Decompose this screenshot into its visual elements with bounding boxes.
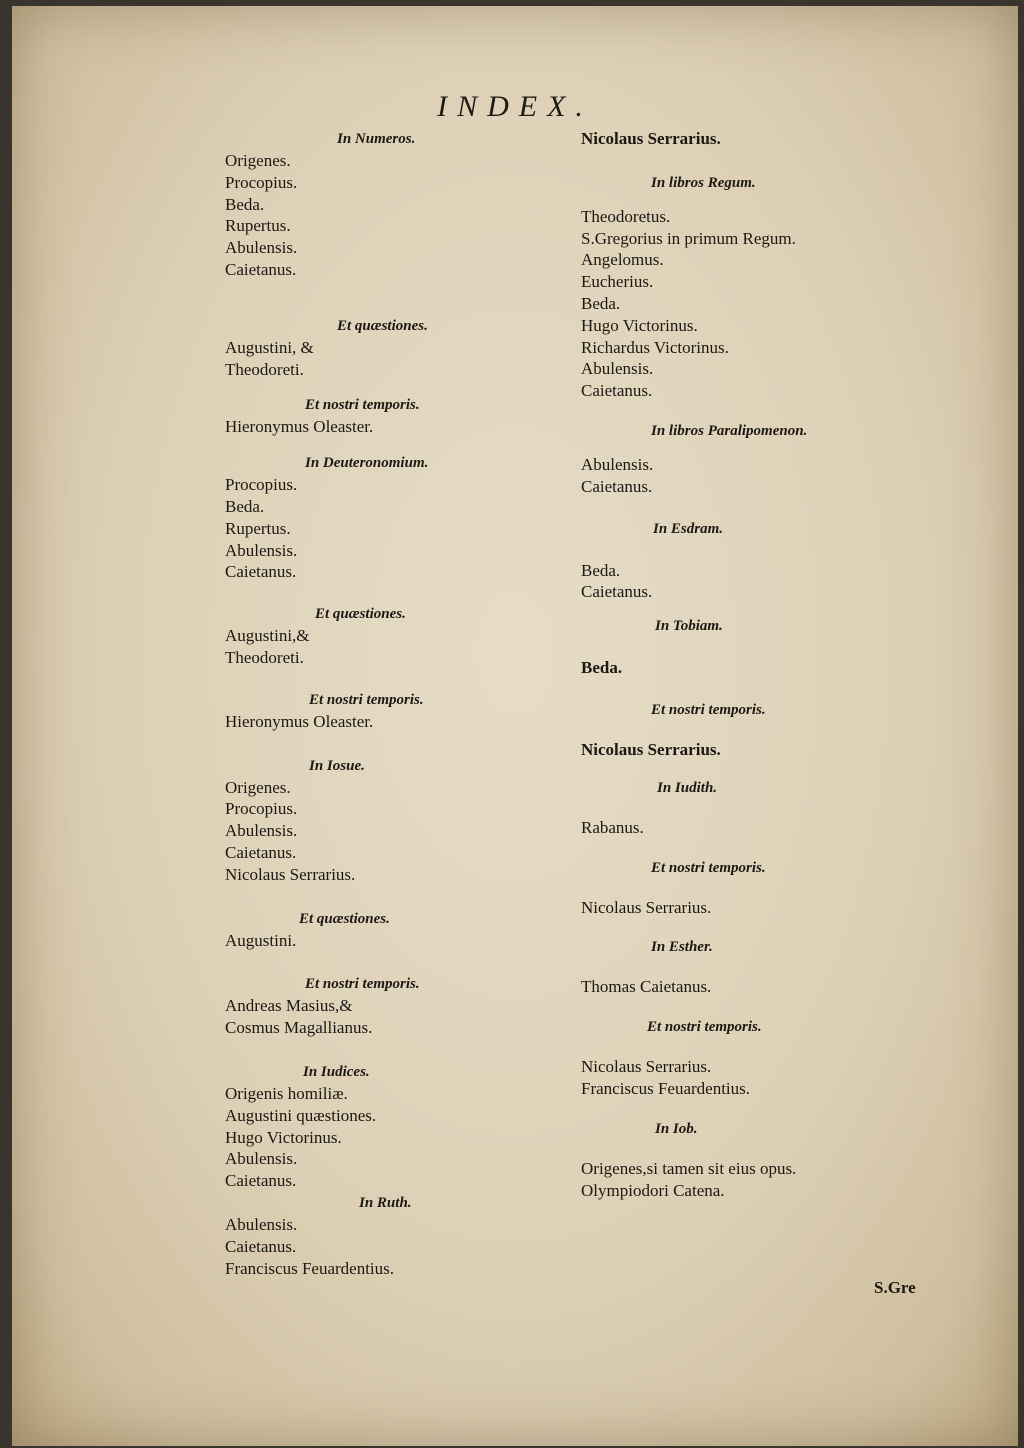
list-item: Augustini quæstiones. [225, 1105, 377, 1125]
entry-list [581, 1158, 941, 1202]
list-item: Abulensis. [581, 359, 654, 379]
list-item: Procopius. [225, 475, 298, 495]
list-item: Theodoretus. [581, 206, 671, 226]
list-item: Beda. [225, 194, 265, 214]
list-item: Franciscus Feuardentius. [225, 1258, 395, 1278]
list-item: Caietanus. [225, 562, 297, 582]
entry-list [581, 657, 941, 679]
list-item: S.Gregorius in primum Regum. [581, 228, 796, 248]
list-item: Thomas Caietanus. [581, 977, 712, 997]
list-item: Caietanus. [581, 476, 653, 496]
section-heading: In Tobiam. [655, 618, 723, 635]
list-item: Nicolaus Serrarius. [581, 897, 712, 917]
entry-list [581, 206, 941, 402]
list-item: Hieronymus Oleaster. [225, 711, 374, 731]
list-item: Procopius. [225, 172, 298, 192]
section-heading: Et nostri temporis. [651, 859, 766, 876]
list-item: Caietanus. [225, 1236, 297, 1256]
section-heading: Et nostri temporis. [647, 1019, 762, 1036]
section-heading: In Esther. [651, 939, 713, 956]
section-heading: In libros Paralipomenon. [651, 422, 808, 439]
list-item: Beda. [581, 560, 621, 580]
list-item: Caietanus. [225, 259, 297, 279]
entry-list [225, 930, 565, 952]
catchword: S.Gre [874, 1278, 916, 1297]
entry-list [225, 1214, 565, 1279]
section-heading: Et quæstiones. [315, 606, 406, 623]
list-item: Abulensis. [225, 540, 298, 560]
list-item: Hugo Victorinus. [225, 1127, 342, 1147]
list-item: Caietanus. [581, 381, 653, 401]
section-heading: In libros Regum. [651, 174, 756, 191]
list-item: Beda. [581, 293, 621, 313]
entry-list [225, 337, 565, 381]
section-heading: In Numeros. [337, 131, 416, 147]
entry-list [581, 817, 941, 839]
right-column [581, 128, 941, 1201]
list-item: Richardus Victorinus. [581, 337, 729, 357]
entry-list [225, 711, 565, 733]
list-item: Beda. [581, 658, 623, 678]
section-heading: Et nostri temporis. [305, 397, 420, 414]
list-item: Origenis homiliæ. [225, 1083, 348, 1103]
list-item: Caietanus. [225, 842, 297, 862]
list-item: Theodoreti. [225, 359, 304, 379]
section-heading: In Ruth. [359, 1194, 412, 1211]
section-heading: Et quæstiones. [299, 910, 390, 927]
list-item: Augustini,& [225, 626, 310, 646]
page-header: INDEX. [437, 90, 593, 123]
continued-entry: Nicolaus Serrarius. [581, 129, 721, 148]
list-item: Abulensis. [225, 1214, 298, 1234]
entry-list [581, 1056, 941, 1100]
list-item: Olympiodori Catena. [581, 1180, 725, 1200]
entry-list [581, 454, 941, 498]
list-item: Hieronymus Oleaster. [225, 417, 374, 437]
entry-list [581, 897, 941, 919]
entry-list [225, 625, 565, 669]
list-item: Rabanus. [581, 817, 644, 837]
list-item: Nicolaus Serrarius. [581, 739, 721, 759]
book-page [12, 6, 1018, 1446]
list-item: Rupertus. [225, 518, 291, 538]
entry-list [225, 995, 565, 1039]
list-item: Nicolaus Serrarius. [225, 864, 356, 884]
list-item: Rupertus. [225, 216, 291, 236]
list-item: Franciscus Feuardentius. [581, 1078, 751, 1098]
list-item: Hugo Victorinus. [581, 315, 698, 335]
list-item: Caietanus. [225, 1171, 297, 1191]
entry-list [225, 777, 565, 886]
section-heading: In Esdram. [653, 520, 724, 537]
section-heading: Et quæstiones. [337, 317, 428, 334]
entry-list [225, 150, 565, 281]
section-heading: In Iosue. [309, 757, 365, 774]
list-item: Caietanus. [581, 582, 653, 602]
entry-list [225, 416, 565, 438]
list-item: Eucherius. [581, 272, 654, 292]
section-heading: Et nostri temporis. [651, 701, 766, 718]
section-heading: In Iudith. [657, 779, 718, 796]
entry-list [581, 560, 941, 604]
list-item: Origenes. [225, 151, 291, 170]
entry-list [581, 976, 941, 998]
list-item: Origenes,si tamen sit eius opus. [581, 1158, 797, 1178]
list-item: Andreas Masius,& [225, 996, 353, 1016]
list-item: Beda. [225, 496, 265, 516]
section-heading: Et nostri temporis. [309, 691, 424, 708]
section-heading: In Iob. [655, 1120, 698, 1137]
list-item: Augustini, & [225, 337, 314, 357]
left-column [225, 128, 565, 1279]
list-item: Abulensis. [225, 238, 298, 258]
entry-list [225, 474, 565, 583]
list-item: Origenes. [225, 777, 291, 797]
section-heading: Et nostri temporis. [305, 976, 420, 993]
list-item: Cosmus Magallianus. [225, 1018, 373, 1038]
list-item: Abulensis. [581, 454, 654, 474]
list-item: Theodoreti. [225, 647, 304, 667]
list-item: Nicolaus Serrarius. [581, 1057, 712, 1077]
list-item: Abulensis. [225, 1149, 298, 1169]
entry-list [225, 1083, 565, 1192]
section-heading: In Iudices. [303, 1063, 370, 1080]
entry-list [581, 739, 941, 761]
list-item: Augustini. [225, 930, 297, 950]
list-item: Abulensis. [225, 821, 298, 841]
section-heading: In Deuteronomium. [305, 455, 429, 472]
list-item: Angelomus. [581, 250, 664, 270]
list-item: Procopius. [225, 799, 298, 819]
